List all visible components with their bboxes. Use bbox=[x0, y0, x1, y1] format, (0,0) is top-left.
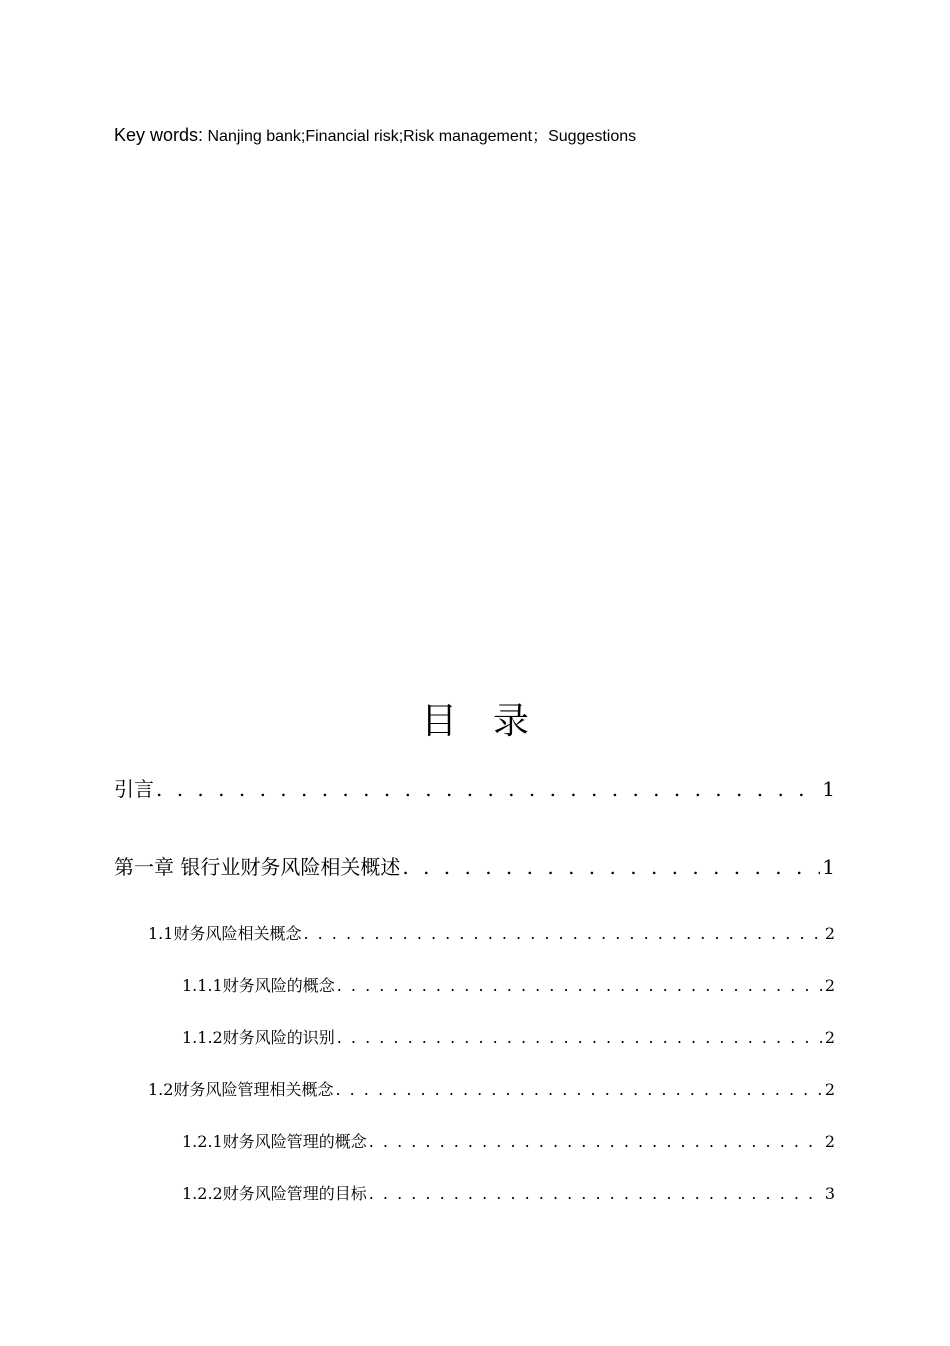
keywords-line bbox=[114, 123, 636, 146]
toc-title: 目录 bbox=[420, 701, 565, 742]
toc-entry[interactable] bbox=[148, 1077, 835, 1100]
toc-entry-label: 1.2财务风险管理相关概念 bbox=[148, 1080, 334, 1099]
toc-entry[interactable] bbox=[114, 773, 835, 802]
toc-entry-page: 2 bbox=[824, 924, 835, 943]
keywords-label: Key words: bbox=[114, 125, 204, 145]
toc-dot-leader bbox=[369, 1132, 823, 1151]
toc-dot-leader bbox=[335, 1080, 822, 1099]
toc-dot-leader bbox=[337, 976, 823, 995]
toc-entry-label: 1.1.1财务风险的概念 bbox=[182, 976, 335, 995]
toc-entry[interactable] bbox=[182, 973, 835, 996]
toc-dot-leader bbox=[303, 924, 822, 943]
toc-entry-page: 2 bbox=[824, 1132, 835, 1151]
toc-dot-leader bbox=[369, 1184, 823, 1203]
toc-entry[interactable] bbox=[182, 1181, 835, 1204]
toc-entry-page: 1 bbox=[822, 855, 835, 879]
toc-entry[interactable] bbox=[182, 1129, 835, 1152]
toc-entry-page: 3 bbox=[824, 1184, 835, 1203]
keywords-text: Nanjing bank;Financial risk;Risk management；Suggestions bbox=[207, 128, 637, 145]
toc-entry-label: 1.2.1财务风险管理的概念 bbox=[182, 1132, 367, 1151]
toc-entry-page: 2 bbox=[824, 976, 835, 995]
toc-entry-label: 1.2.2财务风险管理的目标 bbox=[182, 1184, 367, 1203]
toc-entry-label: 1.1.2财务风险的识别 bbox=[182, 1028, 335, 1047]
toc-entry[interactable] bbox=[182, 1025, 835, 1048]
toc-entry-page: 1 bbox=[822, 777, 835, 801]
toc-entry-page: 2 bbox=[824, 1080, 835, 1099]
toc-dot-leader bbox=[156, 777, 820, 801]
toc-entry-label: 引言 bbox=[114, 777, 154, 801]
toc-entry-label: 第一章 银行业财务风险相关概述 bbox=[114, 855, 401, 879]
toc-dot-leader bbox=[337, 1028, 823, 1047]
toc-dot-leader bbox=[402, 855, 820, 879]
toc-entry[interactable] bbox=[148, 921, 835, 944]
toc-entry[interactable] bbox=[114, 851, 835, 880]
toc-entry-label: 1.1财务风险相关概念 bbox=[148, 924, 302, 943]
toc-entry-page: 2 bbox=[824, 1028, 835, 1047]
